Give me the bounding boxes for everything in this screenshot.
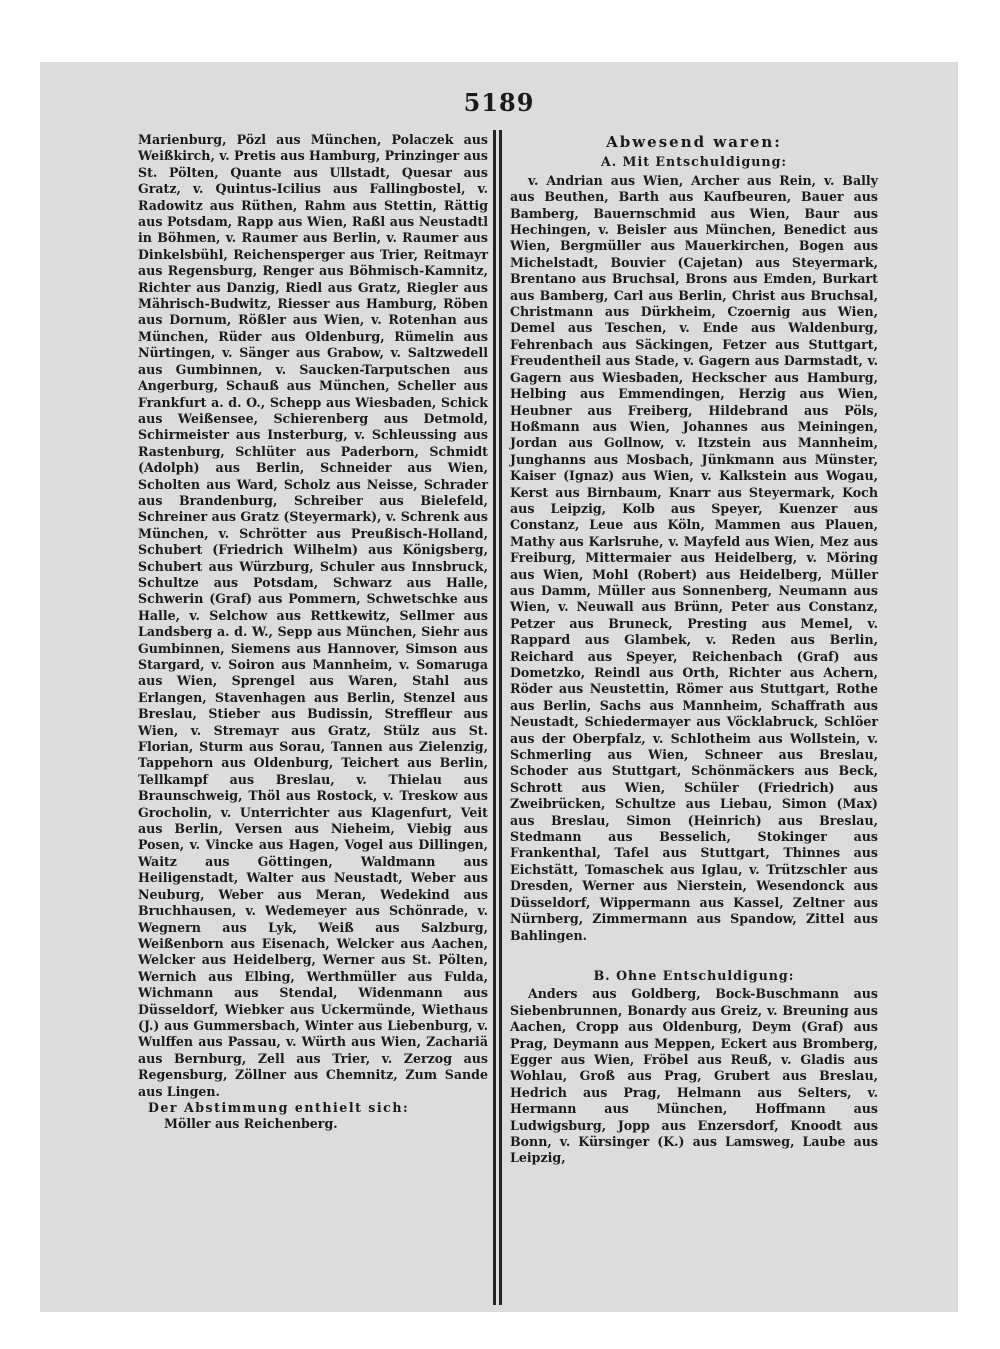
page-number: 5189 (463, 88, 535, 117)
section-b-text: Anders aus Goldberg, Bock-Buschmann aus Siebenbrunnen, Bonardy aus Greiz, v. Breuning aus Aachen, Cropp aus Oldenburg, Deym (Graf) aus Prag, Deymann aus Meppen, Eckert aus Bromberg, Egger aus Wien, Fröbel aus Reuß, v. Gladis aus Wohlau, Groß aus Prag, Grubert aus Breslau, Hedrich aus Prag, Helmann aus Selters, v. Hermann aus München, Hoffmann aus Ludwigsburg, Jopp aus Enzersdorf, Knoodt aus Bonn, v. Kürsinger (K.) aus Lamsweg, Laube aus Leipzig, (510, 986, 878, 1166)
column-divider-right (499, 130, 502, 1305)
section-a-title: A. Mit Entschuldigung: (600, 154, 788, 170)
right-column (510, 132, 878, 1167)
section-gap (510, 944, 878, 966)
newspaper-page (40, 62, 958, 1312)
absent-heading: Abwesend waren: (606, 133, 782, 151)
abstention-heading: Der Abstimmung enthielt sich: (148, 1099, 410, 1115)
abstention-names: Möller aus Reichenberg. (164, 1116, 338, 1132)
left-column (138, 132, 488, 1133)
section-b-title: B. Ohne Entschuldigung: (593, 967, 795, 983)
column-divider-left (493, 130, 496, 1305)
section-a-text: v. Andrian aus Wien, Archer aus Rein, v. Bally aus Beuthen, Barth aus Kaufbeuren, Bauer aus Bamberg, Bauernschmid aus Wien, Baur aus Hechingen, v. Beisler aus München, Benedict aus Wien, Bergmüller aus Mauerkirchen, Bogen aus Michelstadt, Bouvier (Cajetan) aus Steyermark, Brentano aus Bruchsal, Brons aus Emden, Burkart aus Bamberg, Carl aus Berlin, Christ aus Bruchsal, Christmann aus Dürkheim, Czoernig aus Wien, Demel aus Teschen, v. Ende aus Waldenburg, Fehrenbach aus Säckingen, Fetzer aus Stuttgart, Freudentheil aus Stade, v. Gagern aus Darmstadt, v. Gagern aus Wiesbaden, Heckscher aus Hamburg, Helbing aus Emmendingen, Herzig aus Wien, Heubner aus Freiberg, Hildebrand aus Pöls, Hoßmann aus Wien, Johannes aus Meiningen, Jordan aus Gollnow, v. Itzstein aus Mannheim, Junghanns aus Mosbach, Jünkmann aus Münster, Kaiser (Ignaz) aus Wien, v. Kalkstein aus Wogau, Kerst aus Birnbaum, Knarr aus Steyermark, Koch aus Leipzig, Kolb aus Speyer, Kuenzer aus Constanz, Leue aus Köln, Mammen aus Plauen, Mathy aus Karlsruhe, v. Mayfeld aus Wien, Mez aus Freiburg, Mittermaier aus Heidelberg, v. Möring aus Wien, Mohl (Robert) aus Heidelberg, Müller aus Damm, Müller aus Sonnenberg, Neumann aus Wien, v. Neuwall aus Brünn, Peter aus Constanz, Petzer aus Bruneck, Presting aus Memel, v. Rappard aus Glambek, v. Reden aus Berlin, Reichard aus Speyer, Reichenbach (Graf) aus Dometzko, Reindl aus Orth, Richter aus Achern, Röder aus Neustettin, Römer aus Stuttgart, Rothe aus Berlin, Sachs aus Mannheim, Schaffrath aus Neustadt, Schiedermayer aus Vöcklabruck, Schlöer aus der Oberpfalz, v. Schlotheim aus Wollstein, v. Schmerling aus Wien, Schneer aus Breslau, Schoder aus Stuttgart, Schönmäckers aus Beck, Schrott aus Wien, Schüler (Friedrich) aus Zweibrücken, Schultze aus Liebau, Simon (Max) aus Breslau, Simon (Heinrich) aus Breslau, Stedmann aus Besselich, Stokinger aus Frankenthal, Tafel aus Stuttgart, Thinnes aus Eichstätt, Tomaschek aus Iglau, v. Trützschler aus Dresden, Werner aus Nierstein, Wesendonck aus Düsseldorf, Wippermann aus Kassel, Zeltner aus Nürnberg, Zimmermann aus Spandow, Zittel aus Bahlingen. (510, 172, 878, 943)
member-list-paragraph: Marienburg, Pözl aus München, Polaczek aus Weißkirch, v. Pretis aus Hamburg, Prinzinger aus St. Pölten, Quante aus Ullstadt, Quesar aus Gratz, v. Quintus-Icilius aus Fallingbostel, v. Radowitz aus Rüthen, Rahm aus Stettin, Rättig aus Potsdam, Rapp aus Wien, Raßl aus Neustadtl in Böhmen, v. Raumer aus Berlin, v. Raumer aus Dinkelsbühl, Reichensperger aus Trier, Reitmayr aus Regensburg, Renger aus Böhmisch-Kamnitz, Richter aus Danzig, Riedl aus Gratz, Riegler aus Mährisch-Budwitz, Riesser aus Hamburg, Röben aus Dornum, Rößler aus Wien, v. Rotenhan aus München, Rüder aus Oldenburg, Rümelin aus Nürtingen, v. Sänger aus Grabow, v. Saltzwedell aus Gumbinnen, v. Saucken-Tarputschen aus Angerburg, Schauß aus München, Scheller aus Frankfurt a. d. O., Schepp aus Wiesbaden, Schick aus Weißensee, Schierenberg aus Detmold, Schirmeister aus Insterburg, v. Schleussing aus Rastenburg, Schlüter aus Paderborn, Schmidt (Adolph) aus Berlin, Schneider aus Wien, Scholten aus Ward, Scholz aus Neisse, Schrader aus Brandenburg, Schreiber aus Bielefeld, Schreiner aus Gratz (Steyermark), v. Schrenk aus München, v. Schrötter aus Preußisch-Holland, Schubert (Friedrich Wilhelm) aus Königsberg, Schubert aus Würzburg, Schuler aus Innsbruck, Schultze aus Potsdam, Schwarz aus Halle, Schwerin (Graf) aus Pommern, Schwetschke aus Halle, v. Selchow aus Rettkewitz, Sellmer aus Landsberg a. d. W., Sepp aus München, Siehr aus Gumbinnen, Siemens aus Hannover, Simson aus Stargard, v. Soiron aus Mannheim, v. Somaruga aus Wien, Sprengel aus Waren, Stahl aus Erlangen, Stavenhagen aus Berlin, Stenzel aus Breslau, Stieber aus Budissin, Streffleur aus Wien, v. Stremayr aus Gratz, Stülz aus St. Florian, Sturm aus Sorau, Tannen aus Zielenzig, Tappehorn aus Oldenburg, Teichert aus Berlin, Tellkampf aus Breslau, v. Thielau aus Braunschweig, Thöl aus Rostock, v. Treskow aus Grocholin, v. Unterrichter aus Klagenfurt, Veit aus Berlin, Versen aus Nieheim, Viebig aus Posen, v. Vincke aus Hagen, Vogel aus Dillingen, Waitz aus Göttingen, Waldmann aus Heiligenstadt, Walter aus Neustadt, Weber aus Neuburg, Weber aus Meran, Wedekind aus Bruchhausen, v. Wedemeyer aus Schönrade, v. Wegnern aus Lyk, Weiß aus Salzburg, Weißenborn aus Eisenach, Welcker aus Aachen, Welcker aus Heidelberg, Werner aus St. Pölten, Wernich aus Elbing, Werthmüller aus Fulda, Wichmann aus Stendal, Widenmann aus Düsseldorf, Wiebker aus Uckermünde, Wiethaus (J.) aus Gummersbach, Winter aus Liebenburg, v. Wulffen aus Passau, v. Würth aus Wien, Zachariä aus Bernburg, Zell aus Trier, v. Zerzog aus Regensburg, Zöllner aus Chemnitz, Zum Sande aus Lingen. (138, 132, 488, 1099)
